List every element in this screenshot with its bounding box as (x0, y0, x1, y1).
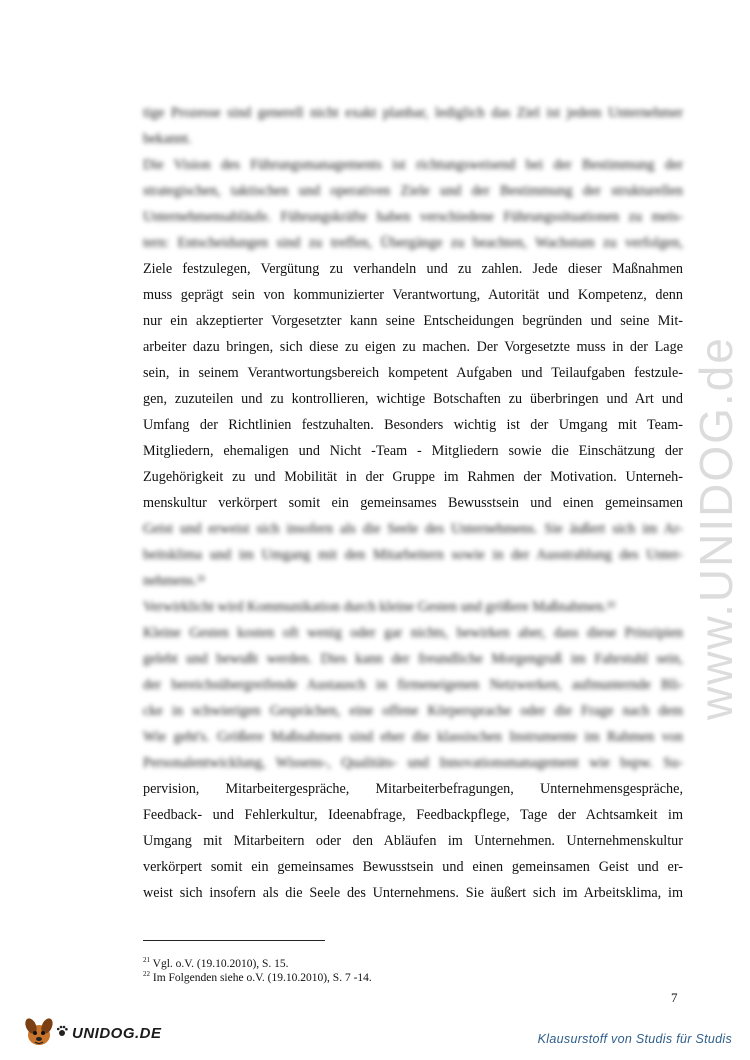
text-line: Umgang mit Mitarbeitern oder den Abläufen im Unternehmen. Unternehmenskultur (143, 833, 683, 849)
text-line: bekannt. (143, 131, 192, 147)
page-number: 7 (671, 990, 678, 1005)
text-line: Wie geht's. Größere Maßnahmen sind eher die klassischen Instrumente im Rahmen von (143, 729, 683, 745)
text-line: muss geprägt sein von kommunizierter Verantwortung, Autorität und Kompetenz, denn (143, 287, 683, 303)
text-line: nur ein akzeptierter Vorgesetzter kann seine Entscheidungen begründen und seine Mit- (143, 313, 683, 329)
text-line: Umfang der Richtlinien festzuhalten. Besonders wichtig ist der Umgang mit Team- (143, 417, 683, 433)
footnotes (143, 957, 683, 985)
text-line: Unternehmensabläufe. Führungskräfte haben verschiedene Führungssituationen zu meis- (143, 209, 683, 225)
footnote-22 (143, 971, 683, 985)
unidog-logo[interactable] (22, 1016, 162, 1050)
text-line: cke in schwierigen Gesprächen, eine offene Körpersprache oder die Frage nach dem (143, 703, 683, 719)
body-text (143, 100, 683, 906)
text-line: pervision, Mitarbeitergespräche, Mitarbeiterbefragungen, Unternehmensgespräche, (143, 781, 683, 797)
text-line: Verwirklicht wird Kommunikation durch kleine Gesten und größere Maßnahmen.²² (143, 599, 616, 615)
watermark-text: www.UNIDOG.de (690, 336, 742, 720)
text-line: strategischen, taktischen und operativen Ziele und der Bestimmung der strukturellen (143, 183, 683, 199)
text-line: Personalentwicklung, Wissens-, Qualitäts- und Innovationsmanagement wie bspw. Su- (143, 755, 683, 771)
text-line: Mitgliedern, ehemaligen und Nicht -Team - Mitgliedern sowie die Einschätzung der (143, 443, 683, 459)
text-line: verkörpert somit ein gemeinsames Bewusstsein und einen gemeinsamen Geist und er- (143, 859, 683, 875)
footer-tagline: Klausurstoff von Studis für Studis (537, 1032, 732, 1046)
text-line: nehmens.²¹ (143, 573, 206, 589)
text-line: gen, zuzuteilen und zu kontrollieren, wichtige Botschaften zu überbringen und Art und (143, 391, 683, 407)
text-line: Die Vision des Führungsmanagements ist richtungsweisend bei der Bestimmung der (143, 157, 683, 173)
paw-print-icon (56, 1024, 68, 1042)
text-line: arbeiter dazu bringen, sich diese zu eigen zu machen. Der Vorgesetzte muss in der Lage (143, 339, 683, 355)
text-line: weist sich insofern als die Seele des Unternehmens. Sie äußert sich im Arbeitsklima, im (143, 885, 683, 901)
text-line: tige Prozesse sind generell nicht exakt planbar, lediglich das Ziel ist jedem Unternehmer (143, 105, 683, 121)
text-line: gelebt und bewußt werden. Dies kann der freundliche Morgengruß im Fahrstuhl sein, (143, 651, 683, 667)
text-line: sein, in seinem Verantwortungsbereich kompetent Aufgaben und Teilaufgaben festzule- (143, 365, 683, 381)
logo-text: UNIDOG.DE (72, 1024, 162, 1042)
dog-mascot-icon (22, 1014, 56, 1053)
text-line: Feedback- und Fehlerkultur, Ideenabfrage, Feedbackpflege, Tage der Achtsamkeit im (143, 807, 683, 823)
text-line: Geist und erweist sich insofern als die Seele des Unternehmens. Sie äußert sich im Ar- (143, 521, 683, 537)
text-line: der bereichsübergreifende Austausch in firmeneigenen Netzwerken, aufmunternde Bli- (143, 677, 683, 693)
footnote-number: 21 (143, 956, 150, 965)
footnote-divider (143, 940, 325, 941)
footnote-text: Vgl. o.V. (19.10.2010), S. 15. (152, 958, 289, 970)
footnote-text: Im Folgenden siehe o.V. (19.10.2010), S. 7 -14. (152, 972, 372, 984)
text-line: Kleine Gesten kosten oft wenig oder gar nichts, bewirken aber, dass diese Prinzipien (143, 625, 683, 641)
footnote-21 (143, 957, 683, 971)
text-line: tern: Entscheidungen sind zu treffen, Übergänge zu beachten, Wachstum zu verfolgen, (143, 235, 683, 251)
footnote-number: 22 (143, 970, 150, 979)
text-line: beitsklima und im Umgang mit den Mitarbeitern sowie in der Ausstrahlung des Unter- (143, 547, 683, 563)
text-line: Ziele festzulegen, Vergütung zu verhandeln und zu zahlen. Jede dieser Maßnahmen (143, 261, 683, 277)
text-line: menskultur verkörpert somit ein gemeinsames Bewusstsein und einen gemeinsamen (143, 495, 683, 511)
text-line: Zugehörigkeit zu und Mobilität in der Gruppe im Rahmen der Motivation. Unterneh- (143, 469, 683, 485)
